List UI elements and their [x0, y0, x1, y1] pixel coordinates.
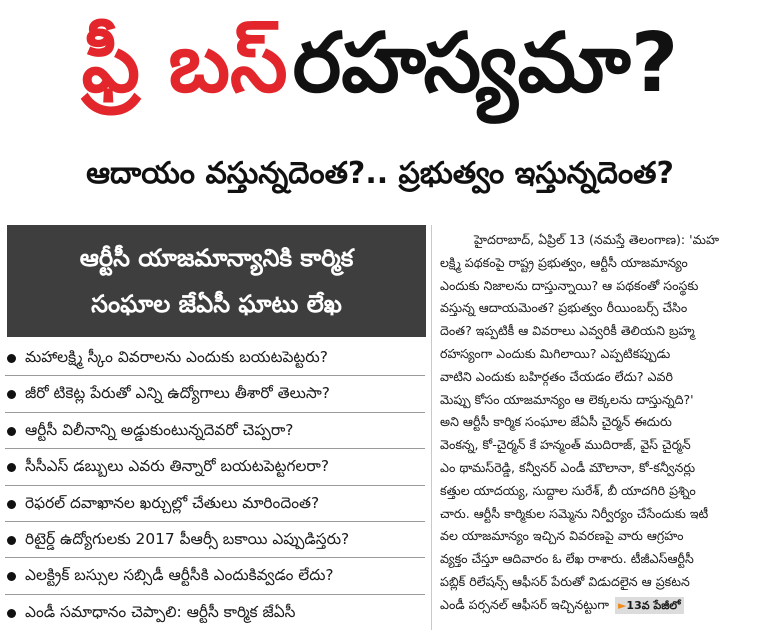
bullet-item: [5, 522, 425, 558]
bullet-item: [5, 413, 425, 449]
bullet-text: జీరో టికెట్ల పేరుతో ఎన్ని ఉద్యోగాలు తీశారో తెలుసా?: [25, 384, 330, 403]
article-line: ఎం థామస్‌రెడ్డి, కన్వీనర్ ఎండీ మౌలానా, కో-కన్వీనర్లు: [440, 459, 696, 475]
article-line: హైదరాబాద్, ఏప్రిల్ 13 (నమస్తే తెలంగాణ): 'మహ: [474, 232, 719, 247]
jump-arrow-icon: ►: [617, 598, 627, 612]
banner-line-2: సంఘాల జేఏసీ ఘాటు లేఖ: [91, 290, 342, 318]
bullet-text: ఆర్టీసీ విలీనాన్ని అడ్డుకుంటున్నదెవరో చెప్పరా?: [25, 420, 294, 439]
article-line: ఎందుకు నిజాలను దాస్తున్నాయి? ఆ పథకంతో సంస్థకు: [440, 277, 699, 293]
subheadline: ఆదాయం వస్తున్నదెంత?.. ప్రభుత్వం ఇస్తున్నదెంత?: [86, 156, 674, 191]
article-line-last: [440, 594, 758, 617]
bullet-item: [5, 595, 425, 631]
article-line: దెంత? ఇప్పటికీ ఆ వివరాలు ఎవ్వరికీ తెలియని బ్రహ్మ: [440, 323, 695, 339]
article-line: అని ఆర్టీసీ కార్మిక సంఘాల జేఏసీ చైర్మన్ ఈదురు: [440, 414, 672, 430]
bullet-dot-icon: [7, 427, 16, 436]
bullet-text: రిటైర్డ్ ఉద్యోగులకు 2017 పీఆర్సీ బకాయి ఎప్పుడిస్తరు?: [25, 529, 350, 548]
bullet-list: [5, 340, 425, 631]
article-line: లక్ష్మి పథకంపై రాష్ట్ర ప్రభుత్వం, ఆర్టీసీ యాజమాన్యం: [440, 254, 688, 270]
headline-black: రహస్యమా?: [292, 16, 679, 111]
article-line: వ్యక్తం చేస్తూ ఆదివారం ఓ లేఖ రాశారు. టీజీఎస్‌ఆర్టీసీ: [440, 551, 694, 567]
article-line: చారు. ఆర్టీసీ కార్మికుల సమ్మెను నిర్వీర్యం చేసేందుకు ఇటీ: [440, 505, 709, 521]
article-line: రహస్యంగా ఎందుకు మిగిలాయి? ఎప్పటికప్పుడు: [440, 345, 671, 361]
banner-line-1: ఆర్టీసీ యాజమాన్యానికి కార్మిక: [79, 244, 354, 272]
bullet-text: ఎలక్ట్రిక్ బస్సుల సబ్సిడీ ఆర్టీసీకి ఎందుకివ్వడం లేదు?: [25, 566, 334, 585]
bullet-dot-icon: [7, 500, 16, 509]
column-divider: [431, 225, 432, 630]
bullet-item: [5, 558, 425, 594]
article-line: వెంకన్న, కో-చైర్మన్ కే హన్మంత్ ముదిరాజ్, వైస్ చైర్మన్: [440, 437, 691, 453]
bullet-item: [5, 486, 425, 522]
article-line: వల యాజమాన్యం ఇచ్చిన వివరణపై వారు ఆగ్రహం: [440, 528, 684, 544]
bullet-text: మహాలక్ష్మి స్కీం వివరాలను ఎందుకు బయటపెట్టరు?: [25, 348, 328, 366]
article-line: మెప్పు కోసం యాజమాన్యం ఆ లెక్కలను దాస్తున్నది?': [440, 391, 694, 407]
bullet-dot-icon: [7, 609, 16, 618]
highlight-banner: [7, 225, 426, 337]
bullet-dot-icon: [7, 463, 16, 472]
bullet-text: రెఫరల్ దవాఖానల ఖర్చుల్లో చేతులు మారిందెంత?: [25, 493, 320, 512]
bullet-dot-icon: [7, 354, 16, 363]
bullet-dot-icon: [7, 536, 16, 545]
bullet-dot-icon: [7, 390, 16, 399]
article-line: పబ్లిక్ రిలేషన్స్ ఆఫీసర్ పేరుతో విడుదలైన ఆ ప్రకటన: [440, 573, 690, 589]
article-line: కత్తుల యాదయ్య, సుద్దాల సురేశ్, బీ యాదగిరి ప్రశ్నిం: [440, 482, 696, 498]
bullet-dot-icon: [7, 572, 16, 581]
bullet-item: [5, 340, 425, 376]
bullet-text: సీసీఎస్ డబ్బులు ఎవరు తిన్నారో బయటపెట్టగలరా?: [25, 457, 329, 476]
article-line: వాటిని ఎందుకు బహిర్గతం చేయడం లేదు? ఎవరి: [440, 368, 673, 384]
article-body: [440, 229, 758, 617]
headline: [0, 0, 760, 128]
bullet-item: [5, 376, 425, 412]
bullet-text: ఎండీ సమాధానం చెప్పాలి: ఆర్టీసీ కార్మిక జేఏసీ: [25, 602, 296, 621]
article-line-text: ఎండీ పర్సనల్ ఆఫీసర్ ఇచ్చినట్టుగా: [440, 596, 609, 612]
jump-label: 13వ పేజీలో: [626, 598, 681, 612]
continued-page-jump[interactable]: [615, 597, 684, 614]
headline-red: ఫ్రీ బస్: [81, 16, 288, 111]
bullet-item: [5, 449, 425, 485]
article-line: వస్తున్న ఆదాయమెంత? ప్రభుత్వం రీయింబర్స్ చేసిం: [440, 300, 688, 316]
